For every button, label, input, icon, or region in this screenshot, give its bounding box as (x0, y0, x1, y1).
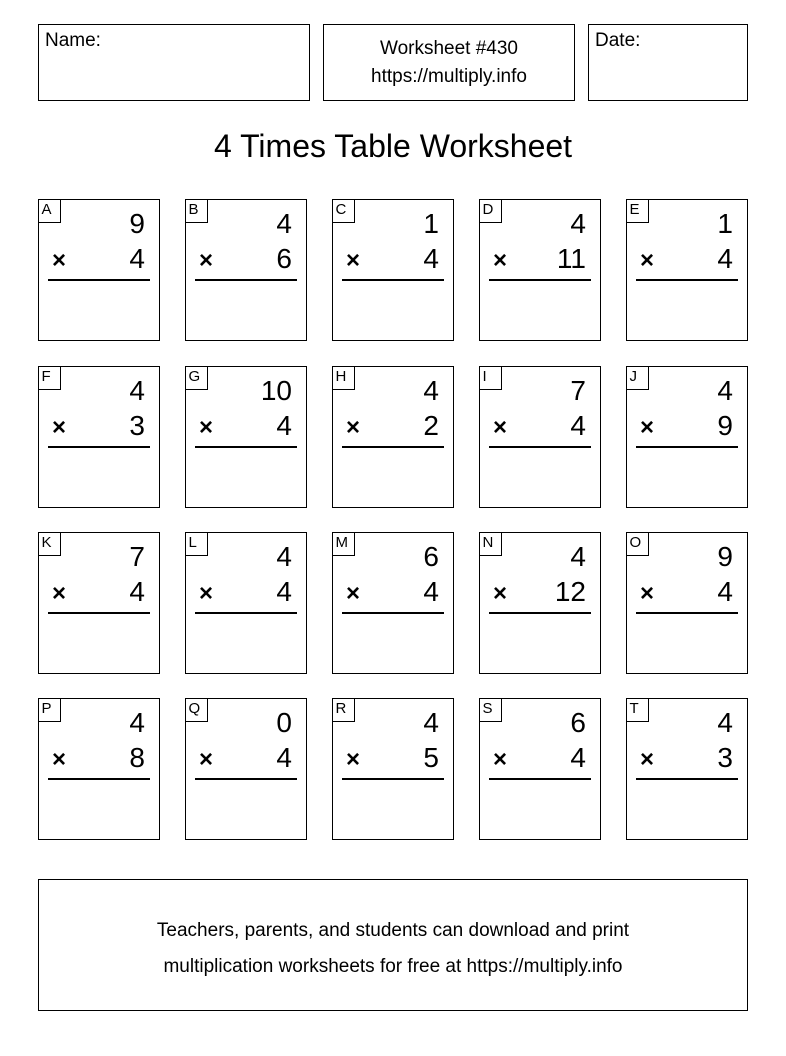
multiplicand: 4 (423, 375, 439, 406)
problem-o[interactable] (626, 532, 748, 674)
multiplicand: 6 (570, 707, 586, 738)
answer-line (636, 279, 738, 281)
problem-m[interactable] (332, 532, 454, 674)
multiplier: 4 (423, 576, 439, 607)
answer-line (342, 446, 444, 448)
times-icon: × (346, 414, 361, 441)
multiplicand: 4 (717, 707, 733, 738)
multiplicand: 9 (717, 541, 733, 572)
multiplier: 4 (570, 742, 586, 773)
times-icon: × (640, 746, 655, 773)
problem-label: C (332, 199, 355, 223)
multiplier: 6 (276, 243, 292, 274)
times-icon: × (640, 414, 655, 441)
date-label: Date: (595, 30, 641, 51)
multiplicand: 1 (423, 208, 439, 239)
times-icon: × (199, 414, 214, 441)
multiplier: 4 (717, 243, 733, 274)
problem-b[interactable] (185, 199, 307, 341)
problem-n[interactable] (479, 532, 601, 674)
times-icon: × (199, 247, 214, 274)
answer-line (48, 778, 150, 780)
answer-line (48, 279, 150, 281)
problem-label: K (38, 532, 61, 556)
times-icon: × (199, 580, 214, 607)
problem-h[interactable] (332, 366, 454, 508)
worksheet-url: https://multiply.info (371, 66, 527, 87)
answer-line (489, 778, 591, 780)
problem-label: N (479, 532, 502, 556)
problem-g[interactable] (185, 366, 307, 508)
answer-line (342, 279, 444, 281)
problem-f[interactable] (38, 366, 160, 508)
multiplier: 4 (129, 243, 145, 274)
times-icon: × (640, 247, 655, 274)
problem-label: H (332, 366, 355, 390)
times-icon: × (346, 247, 361, 274)
multiplicand: 10 (260, 375, 292, 406)
problem-a[interactable] (38, 199, 160, 341)
multiplicand: 9 (129, 208, 145, 239)
multiplicand: 4 (276, 541, 292, 572)
problem-d[interactable] (479, 199, 601, 341)
times-icon: × (199, 746, 214, 773)
times-icon: × (493, 746, 508, 773)
multiplier: 4 (276, 410, 292, 441)
multiplier: 11 (556, 243, 586, 274)
multiplicand: 6 (423, 541, 439, 572)
multiplier: 8 (129, 742, 145, 773)
multiplier: 4 (276, 576, 292, 607)
problem-j[interactable] (626, 366, 748, 508)
problem-label: E (626, 199, 649, 223)
worksheet-info-box (323, 24, 575, 101)
problem-label: P (38, 698, 61, 722)
multiplicand: 7 (129, 541, 145, 572)
answer-line (489, 612, 591, 614)
times-icon: × (493, 414, 508, 441)
answer-line (195, 279, 297, 281)
answer-line (195, 778, 297, 780)
problem-l[interactable] (185, 532, 307, 674)
problem-label: F (38, 366, 61, 390)
answer-line (195, 446, 297, 448)
problem-label: T (626, 698, 649, 722)
times-icon: × (493, 580, 508, 607)
multiplier: 3 (717, 742, 733, 773)
multiplier: 4 (276, 742, 292, 773)
times-icon: × (346, 580, 361, 607)
footer-line-1: Teachers, parents, and students can download and print (156, 920, 630, 941)
times-icon: × (640, 580, 655, 607)
multiplicand: 1 (717, 208, 733, 239)
multiplicand: 0 (276, 707, 292, 738)
problem-label: I (479, 366, 502, 390)
problem-label: A (38, 199, 61, 223)
times-icon: × (493, 247, 508, 274)
times-icon: × (52, 746, 67, 773)
answer-line (342, 612, 444, 614)
multiplicand: 4 (129, 375, 145, 406)
multiplicand: 4 (717, 375, 733, 406)
problem-label: J (626, 366, 649, 390)
worksheet-number: Worksheet #430 (379, 38, 518, 59)
multiplicand: 4 (129, 707, 145, 738)
problem-label: D (479, 199, 502, 223)
answer-line (48, 446, 150, 448)
problem-label: O (626, 532, 649, 556)
problem-e[interactable] (626, 199, 748, 341)
problem-label: S (479, 698, 502, 722)
answer-line (489, 279, 591, 281)
answer-line (195, 612, 297, 614)
problem-label: R (332, 698, 355, 722)
multiplier: 3 (129, 410, 145, 441)
problem-k[interactable] (38, 532, 160, 674)
problem-c[interactable] (332, 199, 454, 341)
page-title: 4 Times Table Worksheet (213, 128, 573, 164)
problem-t[interactable] (626, 698, 748, 840)
footer-box (38, 879, 748, 1011)
times-icon: × (52, 414, 67, 441)
footer-line-2: multiplication worksheets for free at https://multiply.info (163, 956, 623, 977)
problem-label: Q (185, 698, 208, 722)
problem-r[interactable] (332, 698, 454, 840)
answer-line (636, 446, 738, 448)
answer-line (342, 778, 444, 780)
multiplier: 4 (717, 576, 733, 607)
multiplier: 4 (570, 410, 586, 441)
name-label: Name: (45, 30, 101, 51)
times-icon: × (52, 580, 67, 607)
problem-label: L (185, 532, 208, 556)
multiplicand: 7 (570, 375, 586, 406)
date-field[interactable] (588, 24, 748, 101)
problem-label: B (185, 199, 208, 223)
multiplier: 9 (717, 410, 733, 441)
problem-p[interactable] (38, 698, 160, 840)
multiplicand: 4 (570, 541, 586, 572)
answer-line (48, 612, 150, 614)
problem-s[interactable] (479, 698, 601, 840)
multiplier: 5 (423, 742, 439, 773)
problem-i[interactable] (479, 366, 601, 508)
problem-label: G (185, 366, 208, 390)
problem-q[interactable] (185, 698, 307, 840)
multiplier: 12 (554, 576, 586, 607)
times-icon: × (52, 247, 67, 274)
answer-line (636, 778, 738, 780)
problem-label: M (332, 532, 355, 556)
multiplicand: 4 (276, 208, 292, 239)
multiplicand: 4 (423, 707, 439, 738)
name-field[interactable] (38, 24, 310, 101)
answer-line (489, 446, 591, 448)
multiplier: 2 (423, 410, 439, 441)
times-icon: × (346, 746, 361, 773)
answer-line (636, 612, 738, 614)
multiplier: 4 (129, 576, 145, 607)
multiplier: 4 (423, 243, 439, 274)
multiplicand: 4 (570, 208, 586, 239)
